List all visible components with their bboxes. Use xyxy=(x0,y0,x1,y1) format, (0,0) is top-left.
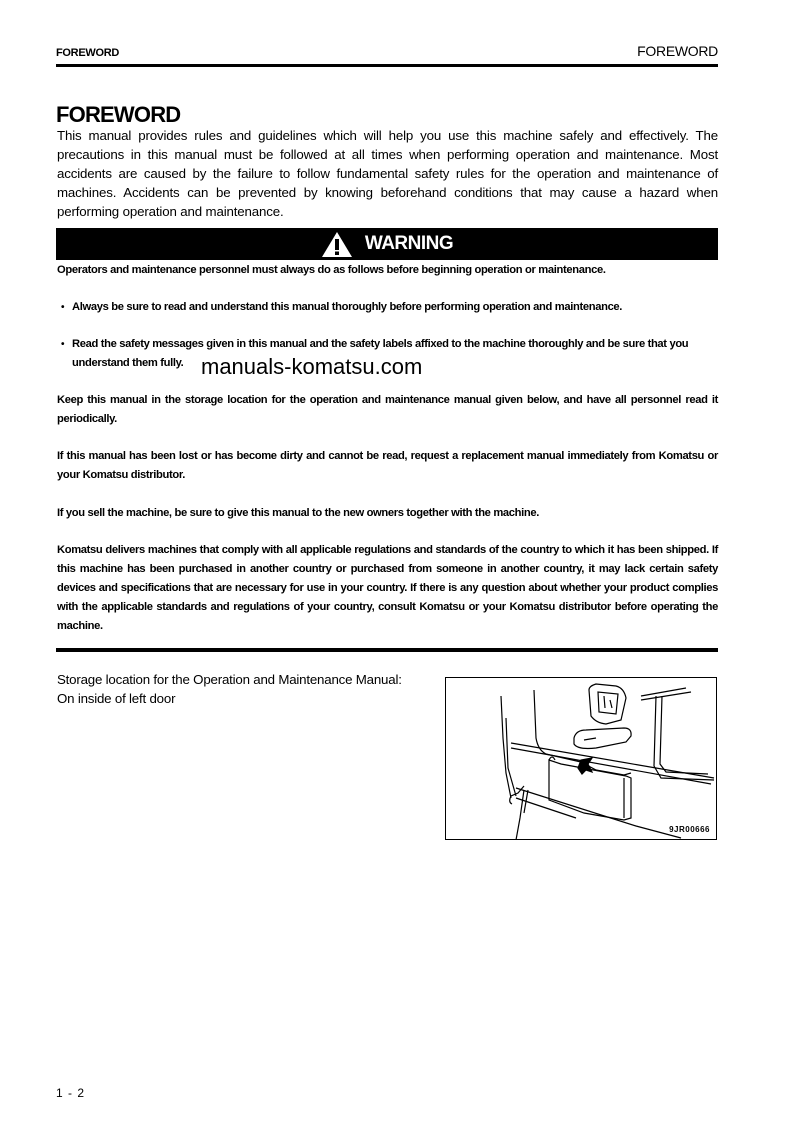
warning-triangle-icon xyxy=(321,231,353,258)
watermark: manuals-komatsu.com xyxy=(201,354,423,379)
page-title: FOREWORD xyxy=(56,102,181,127)
bullet-text: Always be sure to read and understand this manual thoroughly before performing operation and maintenance. xyxy=(72,301,623,313)
header-section-title: FOREWORD xyxy=(56,47,119,59)
warning-label: WARNING xyxy=(364,233,454,254)
bullet-icon: • xyxy=(61,302,65,313)
storage-location-label: Storage location for the Operation and Maintenance Manual: xyxy=(57,672,402,687)
page-number: 1 - 2 xyxy=(56,1086,86,1100)
warning-bullet xyxy=(61,298,718,317)
storage-location-illustration xyxy=(445,677,717,840)
header-chapter-title: FOREWORD xyxy=(637,43,718,59)
intro-paragraph: This manual provides rules and guidelines which will help you use this machine safely and effectively. The precautions in this manual must be followed at all times when performing operation and maintenance. Most accidents are caused by the failure to follow fundamental safety rules for the operation and maintenance of machines. Accidents can be prevented by knowing beforehand conditions that may cause a hazard when performing operation and maintenance. xyxy=(57,128,718,219)
storage-location-value: On inside of left door xyxy=(57,691,176,706)
warning-banner xyxy=(56,228,718,260)
bullet-text: Read the safety messages given in this manual and the safety labels affixed to the machine thoroughly and be sure that you understand them fully. xyxy=(72,338,689,369)
figure-code: 9JR00666 xyxy=(669,825,710,834)
header-divider xyxy=(56,64,718,67)
storage-location-text xyxy=(57,670,402,708)
warning-paragraph: Keep this manual in the storage location for the operation and maintenance manual given below, and have all personnel read it periodically. xyxy=(57,394,718,425)
warning-paragraph: Komatsu delivers machines that comply with all applicable regulations and standards of the country to which it has been shipped. If this machine has been purchased in another country or purchased from someone in another country, it may lack certain safety devices and specifications that are necessary for use in your country. If there is any question about whether your product complies with the applicable standards and regulations of your country, consult Komatsu or your Komatsu distributor before operating the machine. xyxy=(57,544,718,632)
bullet-icon: • xyxy=(61,339,65,350)
warning-paragraph: If you sell the machine, be sure to give this manual to the new owners together with the machine. xyxy=(57,507,540,519)
warning-paragraph: If this manual has been lost or has become dirty and cannot be read, request a replacement manual immediately from Komatsu or your Komatsu distributor. xyxy=(57,450,718,481)
warning-end-divider xyxy=(56,648,718,652)
door-line-drawing xyxy=(446,678,716,839)
warning-intro: Operators and maintenance personnel must always do as follows before beginning operation or maintenance. xyxy=(57,264,606,276)
